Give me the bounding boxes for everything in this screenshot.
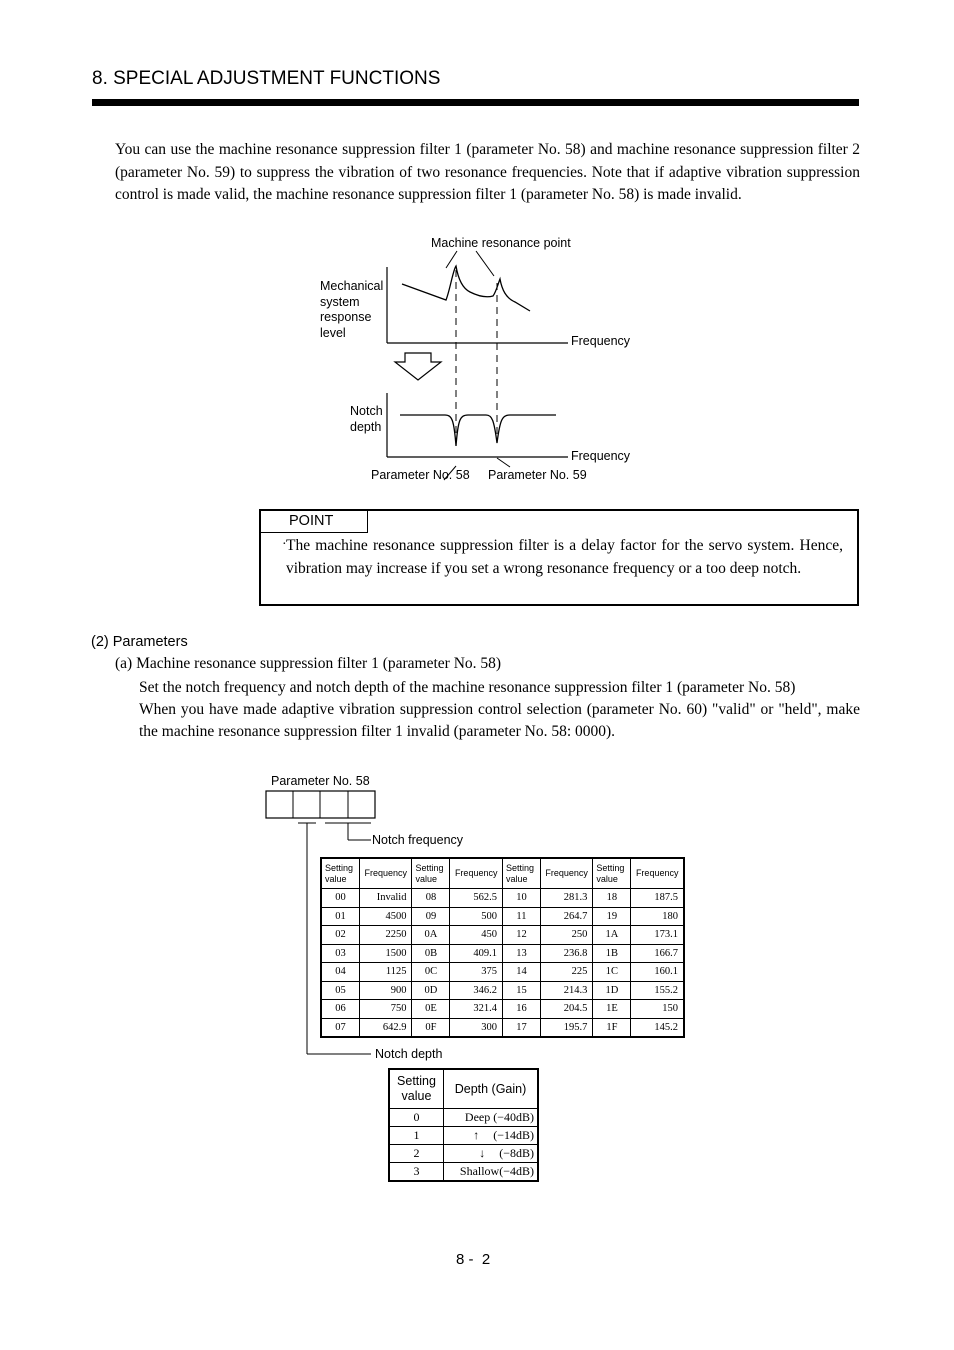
intro-paragraph: You can use the machine resonance suppression filter 1 (parameter No. 58) and machine resonance suppression filter 2 (parameter No. 59) to suppress the vibration of two resonance frequencies. Note that if adaptive vibration suppression control is made valid, the machine resonance suppression filter 1 (parameter No. 58) is made invalid. xyxy=(115,141,860,204)
param59-label: Parameter No. 59 xyxy=(488,468,587,482)
point-text: The machine resonance suppression filter is a delay factor for the servo system. Hence, vibration may increase if you set a wrong resonance frequency or a too deep notch. xyxy=(286,537,843,577)
table-row: 02 2250 0A 450 12 250 1A 173.1 xyxy=(321,926,684,945)
frequency-header: Frequency xyxy=(540,858,592,889)
table-row: 00 Invalid 08 562.5 10 281.3 18 187.5 xyxy=(321,889,684,908)
param-diagram-title: Parameter No. 58 xyxy=(271,774,370,788)
table-row: 01 4500 09 500 11 264.7 19 180 xyxy=(321,907,684,926)
table-row: 04 1125 0C 375 14 225 1C 160.1 xyxy=(321,963,684,982)
frequency-header: Frequency xyxy=(450,858,502,889)
table-row: 2 ↓ (−8dB) xyxy=(389,1145,538,1163)
arrow-up-icon: ↑ xyxy=(473,1128,480,1142)
page-number: 8 - 2 xyxy=(456,1251,491,1268)
subsection-a-heading: (a) Machine resonance suppression filter 1 (parameter No. 58) xyxy=(115,655,502,672)
section-heading: (2) Parameters xyxy=(91,634,188,650)
notch-frequency-label: Notch frequency xyxy=(372,833,464,847)
setting-value-header: Setting value xyxy=(502,858,540,889)
param58-label: Parameter No. 58 xyxy=(371,468,470,482)
depth-header: Depth (Gain) xyxy=(444,1069,539,1109)
notch-frequency-table xyxy=(320,857,685,1038)
table-header-row xyxy=(321,858,684,889)
frequency-axis-label-bottom: Frequency xyxy=(571,449,631,463)
point-bullet: · xyxy=(282,537,287,552)
notch-depth-axis-label: Notch depth xyxy=(350,404,383,434)
table-row: 1 ↑ (−14dB) xyxy=(389,1127,538,1145)
setting-value-header: Setting value xyxy=(593,858,631,889)
frequency-axis-label-top: Frequency xyxy=(571,334,631,348)
chapter-title: 8. SPECIAL ADJUSTMENT FUNCTIONS xyxy=(92,68,441,89)
notch-depth-table xyxy=(388,1068,539,1182)
table-row: 05 900 0D 346.2 15 214.3 1D 155.2 xyxy=(321,981,684,1000)
table-row: 3 Shallow(−4dB) xyxy=(389,1163,538,1182)
frequency-header: Frequency xyxy=(631,858,684,889)
response-level-label: Mechanical system response level xyxy=(320,279,384,340)
setting-value-header: Setting value xyxy=(389,1069,444,1109)
notch-depth-label: Notch depth xyxy=(375,1047,443,1061)
setting-value-header: Setting value xyxy=(412,858,450,889)
table-row: 0 Deep (−40dB) xyxy=(389,1109,538,1127)
arrow-down-icon: ↓ xyxy=(479,1146,486,1160)
setting-value-header: Setting value xyxy=(321,858,360,889)
table-row: 06 750 0E 321.4 16 204.5 1E 150 xyxy=(321,1000,684,1019)
point-tab: POINT xyxy=(259,509,368,533)
table-row: 03 1500 0B 409.1 13 236.8 1B 166.7 xyxy=(321,944,684,963)
resonance-point-label: Machine resonance point xyxy=(431,236,571,250)
table-row: 07 642.9 0F 300 17 195.7 1F 145.2 xyxy=(321,1018,684,1037)
frequency-header: Frequency xyxy=(360,858,412,889)
table-header-row xyxy=(389,1069,538,1109)
subsection-a-text: Set the notch frequency and notch depth of the machine resonance suppression filter 1 (parameter No. 58) When you have made adaptive vibration suppression control selection (parameter No. 60) "valid" or "held", make the machine resonance suppression filter 1 invalid (parameter No. 58: 0000). xyxy=(139,679,860,740)
